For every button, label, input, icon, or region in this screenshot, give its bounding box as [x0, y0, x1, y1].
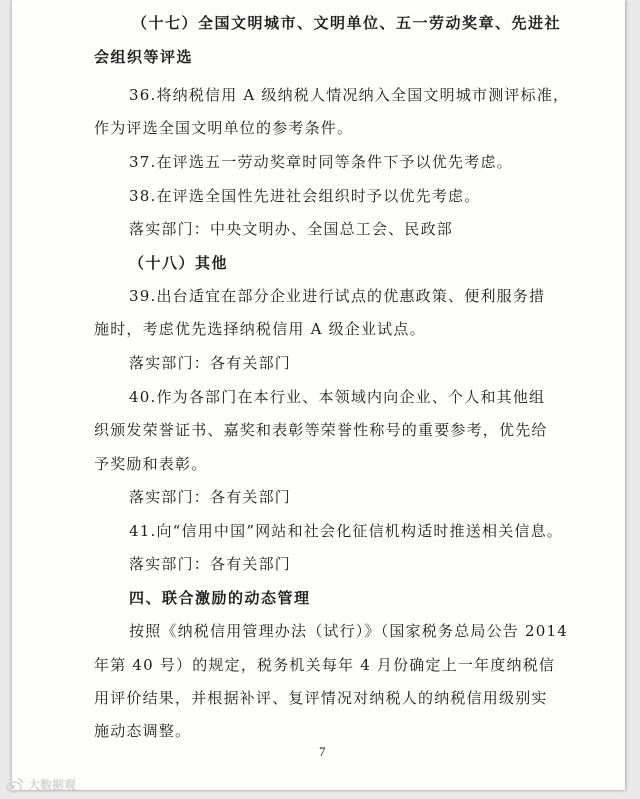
- heading-section-17: （十七）全国文明城市、文明单位、五一劳动奖章、先进社: [132, 14, 562, 32]
- implementing-department: 落实部门：各有关部门: [129, 555, 292, 573]
- paragraph-line: 40.作为各部门在本行业、本领域内向企业、个人和其他组: [129, 388, 546, 406]
- paragraph-line: 41.向“信用中国”网站和社会化征信机构适时推送相关信息。: [129, 522, 563, 540]
- paragraph-line: 施时，考虑优先选择纳税信用 A 级企业试点。: [94, 320, 426, 338]
- implementing-department: 落实部门：中央文明办、全国总工会、民政部: [129, 220, 454, 238]
- implementing-department: 落实部门：各有关部门: [129, 354, 292, 372]
- paragraph-line: 施动态调整。: [94, 722, 192, 740]
- paragraph-line: 予奖励和表彰。: [94, 455, 208, 473]
- implementing-department: 落实部门：各有关部门: [129, 488, 292, 506]
- paragraph-line: 作为评选全国文明单位的参考条件。: [94, 119, 354, 137]
- paragraph-line: 38.在评选全国性先进社会组织时予以优先考虑。: [129, 187, 481, 205]
- heading-section-4: 四、联合激励的动态管理: [129, 589, 311, 607]
- watermark-text: 大数据观: [28, 778, 77, 792]
- heading-section-18: （十八）其他: [129, 254, 229, 272]
- weibo-icon: [6, 777, 24, 793]
- paragraph-line: 年第 40 号）的规定，税务机关每年 4 月份确定上一年度纳税信: [94, 656, 556, 674]
- paragraph-line: 用评价结果，并根据补评、复评情况对纳税人的纳税信用级别实: [94, 689, 548, 707]
- paragraph-line: 织颁发荣誉证书、嘉奖和表彰等荣誉性称号的重要参考，优先给: [94, 421, 548, 439]
- paragraph-line: 39.出台适宜在部分企业进行试点的优惠政策、便利服务措: [129, 287, 546, 305]
- page-number: 7: [319, 744, 326, 759]
- watermark: [6, 776, 76, 793]
- paragraph-line: 36.将纳税信用 A 级纳税人情况纳入全国文明城市测评标准，: [129, 86, 570, 104]
- document-page: [12, 0, 625, 790]
- paragraph-line: 37.在评选五一劳动奖章时同等条件下予以优先考虑。: [129, 153, 513, 171]
- paragraph-line: 按照《纳税信用管理办法（试行）》（国家税务总局公告 2014: [129, 622, 568, 640]
- heading-section-17-continued: 会组织等评选: [94, 48, 194, 66]
